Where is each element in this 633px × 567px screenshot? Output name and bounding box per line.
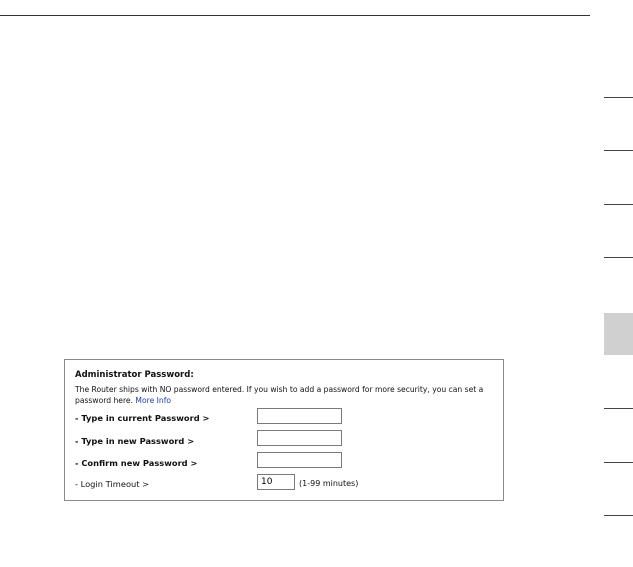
administrator-password-panel — [64, 359, 504, 501]
active-section-tab — [604, 313, 633, 355]
section-tab-divider-1 — [604, 97, 633, 98]
section-tab-divider-7 — [604, 515, 633, 516]
section-tab-divider-2 — [604, 150, 633, 151]
current-password-label: - Type in current Password > — [75, 413, 210, 423]
panel-title: Administrator Password: — [75, 370, 194, 380]
page-top-rule — [0, 15, 590, 16]
login-timeout-hint: (1-99 minutes) — [299, 479, 359, 488]
confirm-password-input[interactable] — [257, 452, 342, 468]
new-password-input[interactable] — [257, 430, 342, 446]
section-tab-divider-3 — [604, 204, 633, 205]
login-timeout-input[interactable] — [257, 474, 295, 490]
more-info-link[interactable]: More Info — [135, 396, 172, 405]
confirm-password-label: - Confirm new Password > — [75, 458, 198, 468]
current-password-input[interactable] — [257, 408, 342, 424]
new-password-label: - Type in new Password > — [75, 436, 195, 446]
description-text: The Router ships with NO password entered. If you wish to add a password for more security, you can set a password here. — [75, 385, 484, 405]
login-timeout-label: - Login Timeout > — [75, 479, 150, 489]
section-tab-divider-4 — [604, 257, 633, 258]
section-tab-divider-6 — [604, 462, 633, 463]
section-tab-divider-5 — [604, 408, 633, 409]
panel-description — [75, 384, 505, 406]
